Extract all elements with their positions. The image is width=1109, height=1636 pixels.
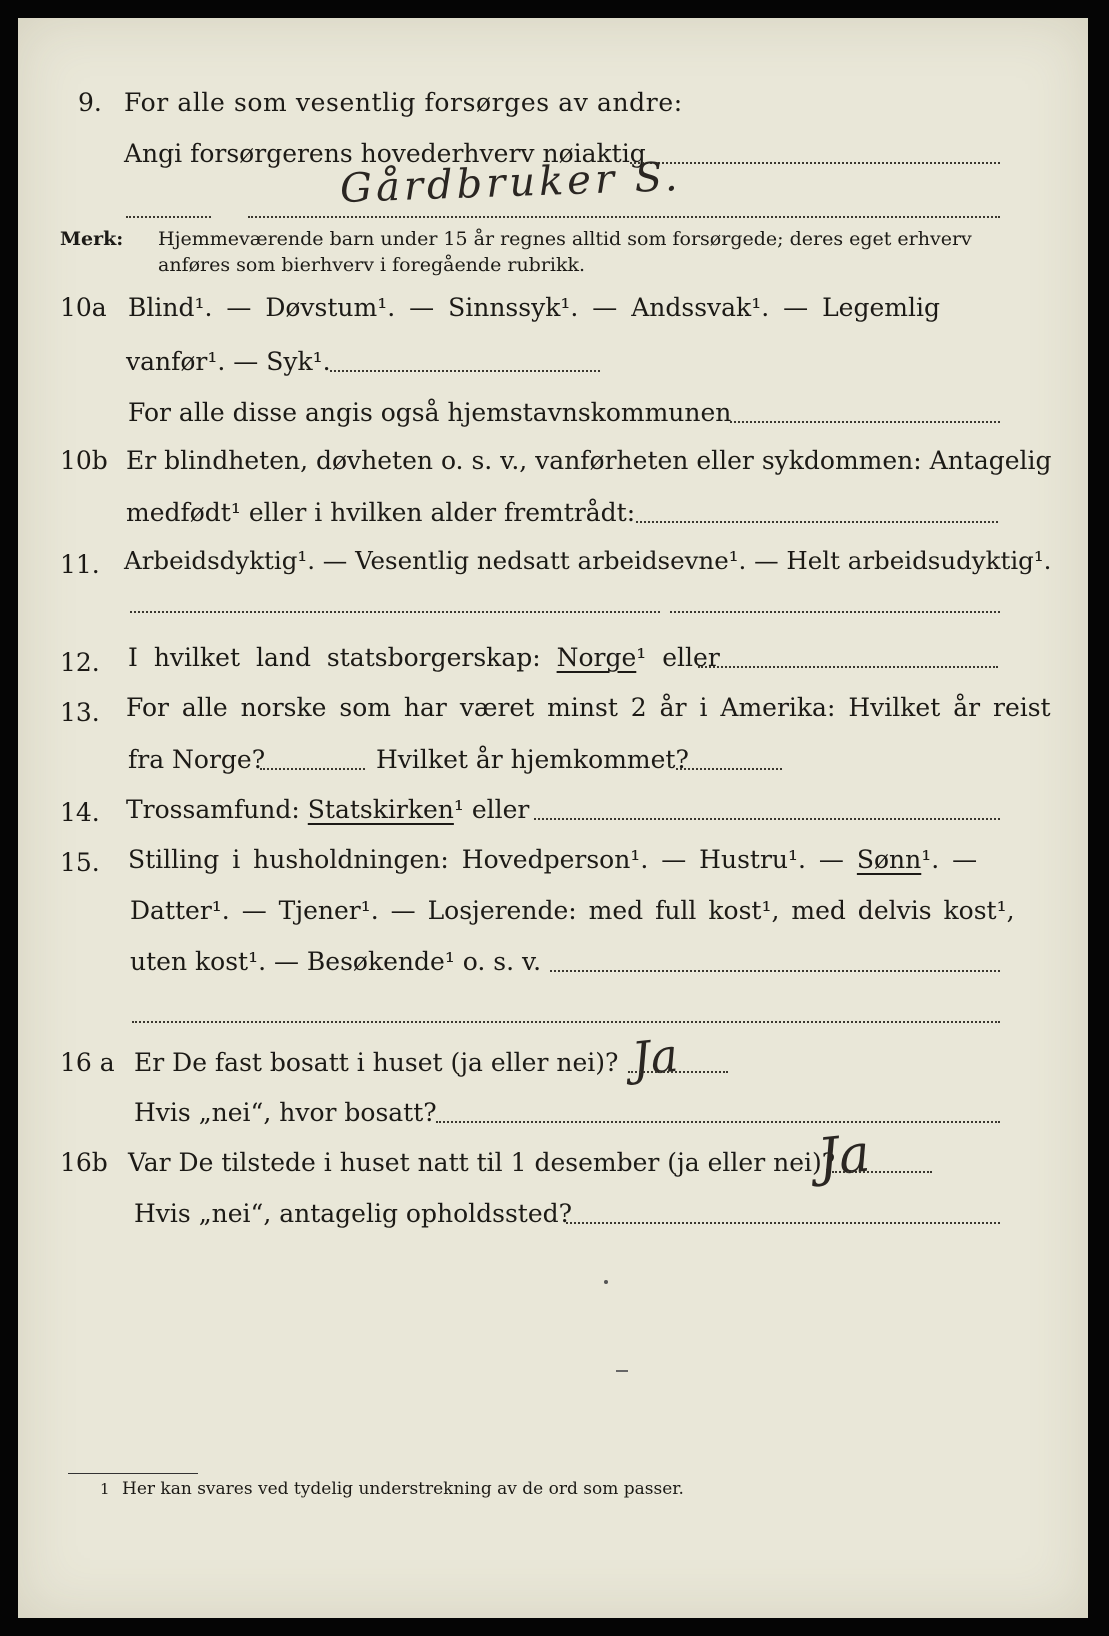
q13-line2a: fra Norge? <box>128 745 266 774</box>
q15-line3: uten kost¹. — Besøkende¹ o. s. v. <box>130 947 542 976</box>
q16a-line2: Hvis „nei“, hvor bosatt? <box>134 1098 437 1127</box>
q11-answer-line-b <box>670 611 1000 613</box>
q15-line1-end: ¹. — <box>921 845 978 874</box>
merk-line1: Hjemmeværende barn under 15 år regnes alltid som forsørgede; deres eget erhverv <box>158 228 972 250</box>
q13-year-returned-line <box>676 768 782 770</box>
q13-year-left-line <box>260 768 365 770</box>
q16a-location-line <box>436 1121 1000 1123</box>
q15-line2: Datter¹. — Tjener¹. — Losjerende: med full kost¹, med delvis kost¹, <box>130 896 1015 925</box>
q15-answer-line <box>550 970 1000 972</box>
q12-underlined-answer: Norge <box>556 643 637 672</box>
q15-line1 <box>128 845 977 875</box>
paper-speck <box>604 1280 608 1284</box>
q9-line2: Angi forsørgerens hovederhverv nøiaktig <box>124 139 646 168</box>
q10a-line1: Blind¹. — Døvstum¹. — Sinnssyk¹. — Andssvak¹. — Legemlig <box>128 293 940 322</box>
q12-question: I hvilket land statsborgerskap: <box>128 643 541 672</box>
merk-label: Merk: <box>60 228 124 250</box>
q9-handwritten-answer: Gårdbruker S. <box>339 154 683 212</box>
q11-line1: Arbeidsdyktig¹. — Vesentlig nedsatt arbeidsevne¹. — Helt arbeidsudyktig¹. <box>124 546 1052 575</box>
q10b-line1: Er blindheten, døvheten o. s. v., vanførheten eller sykdommen: Antagelig <box>126 446 1052 475</box>
q10a-line2: vanfør¹. — Syk¹. <box>126 347 331 376</box>
footnote-marker: 1 <box>100 1480 110 1498</box>
q12-answer-line <box>698 666 998 668</box>
q10b-line2: medfødt¹ eller i hvilken alder fremtrådt: <box>126 498 636 527</box>
q10b-number: 10b <box>60 446 108 475</box>
q11-number: 11. <box>60 550 100 579</box>
q14-underlined-answer: Statskirken <box>307 795 454 824</box>
q12-question-end: ¹ eller <box>636 643 720 672</box>
q9-line1: For alle som vesentlig forsørges av andre: <box>124 88 683 117</box>
q14-number: 14. <box>60 798 100 827</box>
q16b-location-line <box>566 1222 1000 1224</box>
q14-question-end: ¹ eller <box>453 795 530 824</box>
q16a-answer-line <box>628 1071 728 1073</box>
q14-question: Trossamfund: <box>126 795 300 824</box>
q16a-number: 16 a <box>60 1048 115 1077</box>
q13-line2b: Hvilket år hjemkommet? <box>376 745 689 774</box>
q10b-answer-line <box>636 521 998 523</box>
q15-line1-text: Stilling i husholdningen: Hovedperson¹. — Hustru¹. — <box>128 845 844 874</box>
q14-text <box>126 795 529 825</box>
q15-underlined-answer: Sønn <box>856 845 922 874</box>
census-form-page <box>18 18 1088 1618</box>
q12-text <box>128 643 720 673</box>
q9-extra-line-a <box>126 216 211 218</box>
q10a-municipality-line <box>730 421 1000 423</box>
q16b-number: 16b <box>60 1148 108 1177</box>
q16b-line2: Hvis „nei“, antagelig opholdssted? <box>134 1199 573 1228</box>
q15-number: 15. <box>60 848 100 877</box>
q11-answer-line-a <box>130 611 660 613</box>
footnote-rule <box>68 1473 198 1474</box>
q12-number: 12. <box>60 648 100 677</box>
q10a-line3: For alle disse angis også hjemstavnskommunen <box>128 398 732 427</box>
q10a-answer-line <box>330 370 600 372</box>
q10a-number: 10a <box>60 293 107 322</box>
merk-line2: anføres som bierhverv i foregående rubrikk. <box>158 254 586 276</box>
paper-speck <box>616 1370 628 1372</box>
q9-answer-line <box>630 162 1000 164</box>
q15-extra-line <box>132 1021 1000 1023</box>
q13-line1: For alle norske som har været minst 2 år i Amerika: Hvilket år reist <box>126 693 1051 722</box>
q16b-line1: Var De tilstede i huset natt til 1 desember (ja eller nei)? <box>128 1148 836 1177</box>
q9-number: 9. <box>78 88 102 117</box>
q13-number: 13. <box>60 698 100 727</box>
footnote-text: Her kan svares ved tydelig understrekning av de ord som passer. <box>122 1479 684 1499</box>
q9-extra-line-b <box>248 216 1000 218</box>
q16b-handwritten-answer: Ja <box>815 1123 873 1189</box>
q14-answer-line <box>534 818 1000 820</box>
q16a-handwritten-answer: Ja <box>629 1027 681 1087</box>
q16b-answer-line <box>832 1171 932 1173</box>
q16a-line1: Er De fast bosatt i huset (ja eller nei)? <box>134 1048 619 1077</box>
